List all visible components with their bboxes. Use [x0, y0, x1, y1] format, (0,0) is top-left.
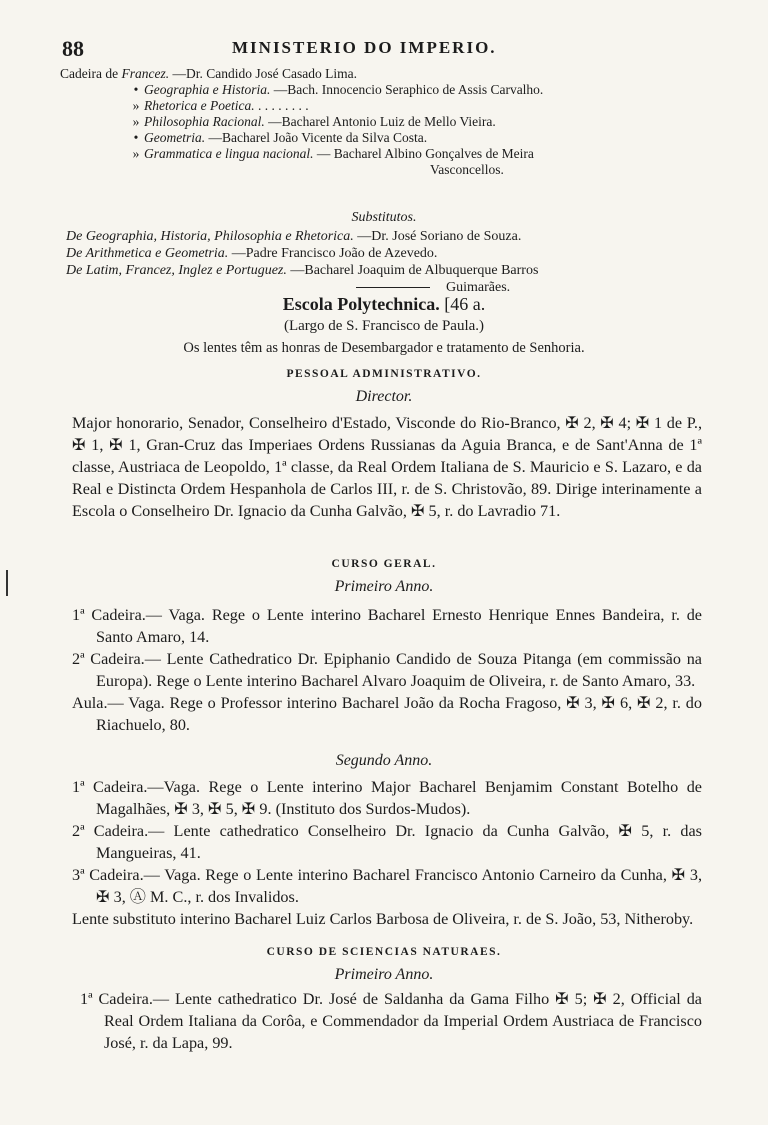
school-note: Os lentes têm as honras de Desembargador e tratamento de Senhoria.	[183, 340, 585, 356]
page-number: 88	[62, 36, 84, 61]
list-item: Lente substituto interino Bacharel Luiz Carlos Barbosa de Oliveira, r. de S. João, 53, Nitheroby.	[72, 910, 694, 928]
entry-list	[72, 604, 702, 736]
running-head: MINISTERIO DO IMPERIO.	[232, 38, 497, 57]
list-item: • Geometria. —Bacharel João Vicente da Silva Costa.	[133, 130, 428, 145]
list-item: » Rhetorica e Poetica. . . . . . . . .	[132, 98, 309, 113]
list-item: 1ª Cadeira.—Vaga. Rege o Lente interino Major Bacharel Benjamim Constant Botelho de Magalhães, ✠ 3, ✠ 5, ✠ 9. (Instituto dos Surdos-Mudos).	[72, 778, 702, 818]
list-item-continuation: Guimarães.	[446, 280, 511, 295]
cadeira-list	[60, 66, 700, 178]
list-item: Aula.— Vaga. Rege o Professor interino Bacharel João da Rocha Fragoso, ✠ 3, ✠ 6, ✠ 2, r. do Riachuelo, 80.	[72, 694, 702, 734]
divider	[356, 287, 430, 288]
list-item: De Latim, Francez, Inglez e Portuguez. —Bacharel Joaquim de Albuquerque Barros	[66, 263, 539, 278]
subsection-heading: CURSO GERAL.	[331, 558, 437, 570]
list-item: 1ª Cadeira.— Vaga. Rege o Lente interino Bacharel Ernesto Henrique Ennes Bandeira, r. de Santo Amaro, 14.	[72, 606, 702, 646]
list-item: » Grammatica e lingua nacional. — Bacharel Albino Gonçalves de Meira	[132, 146, 534, 161]
subsection-heading: PESSOAL ADMINISTRATIVO.	[286, 368, 482, 380]
list-item-continuation: Vasconcellos.	[430, 162, 504, 177]
entry-list	[72, 776, 702, 930]
list-item: De Geographia, Historia, Philosophia e Rhetorica. —Dr. José Soriano de Souza.	[66, 229, 522, 244]
director-paragraph: Major honorario, Senador, Conselheiro d'Estado, Visconde do Rio-Branco, ✠ 2, ✠ 4; ✠ 1 de P., ✠ 1, ✠ 1, Gran-Cruz das Imperiaes Ordens Russianas da Aguia Branca, e de Sant'Anna de 1ª classe, Austriaca de Leopoldo, 1ª classe, da Real Ordem Italiana de S. Mauricio e S. Lazaro, e da Real e Distincta Ordem Hespanhola de Carlos III, r. de S. Christovão, 89. Dirige interinamente a Escola o Conselheiro Dr. Ignacio da Cunha Galvão, ✠ 5, r. do Lavradio 71.	[72, 414, 702, 520]
school-address: (Largo de S. Francisco de Paula.)	[283, 318, 485, 334]
page-ref: [46 a.	[444, 294, 486, 314]
section-title: Escola Polytechnica. [46 a.	[282, 294, 486, 314]
list-item: Cadeira de Francez. —Dr. Candido José Casado Lima.	[60, 66, 357, 81]
list-item: 1ª Cadeira.— Lente cathedratico Dr. José de Saldanha da Gama Filho ✠ 5; ✠ 2, Official da Real Ordem Italiana da Corôa, e Commendador da Imperial Ordem Austriaca de Francisco José, r. da Lapa, 99.	[80, 990, 702, 1052]
entry-list	[80, 988, 702, 1054]
substitutos-list	[66, 228, 696, 296]
list-item: 3ª Cadeira.— Vaga. Rege o Lente interino Bacharel Francisco Antonio Carneiro da Cunha, ✠ 3, ✠ 3, Ⓐ M. C., r. dos Invalidos.	[72, 866, 702, 906]
director-heading: Director.	[355, 388, 413, 405]
subsection-heading: CURSO DE SCIENCIAS NATURAES.	[266, 946, 502, 958]
page-header	[62, 36, 712, 60]
year-heading: Segundo Anno.	[335, 752, 433, 769]
list-item: De Arithmetica e Geometria. —Padre Francisco João de Azevedo.	[66, 246, 438, 261]
list-item: » Philosophia Racional. —Bacharel Antonio Luiz de Mello Vieira.	[132, 114, 496, 129]
list-item: • Geographia e Historia. —Bach. Innocencio Seraphico de Assis Carvalho.	[133, 82, 544, 97]
list-item: 2ª Cadeira.— Lente Cathedratico Dr. Epiphanio Candido de Souza Pitanga (em commissão na Europa). Rege o Lente interino Bacharel Alvaro Joaquim de Oliveira, r. de Santo Amaro, 33.	[72, 650, 702, 690]
list-item: 2ª Cadeira.— Lente cathedratico Conselheiro Dr. Ignacio da Cunha Galvão, ✠ 5, r. das Mangueiras, 41.	[72, 822, 702, 862]
year-heading: Primeiro Anno.	[334, 966, 434, 983]
substitutos-heading: Substitutos.	[351, 210, 417, 225]
year-heading: Primeiro Anno.	[334, 578, 434, 595]
